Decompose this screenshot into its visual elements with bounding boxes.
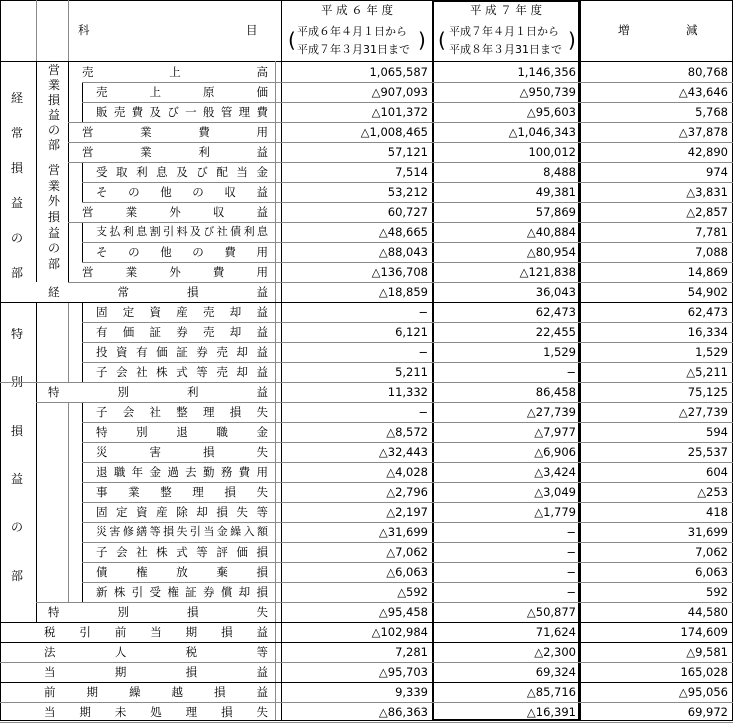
h-rule	[82, 82, 281, 83]
row-label: 災害修繕等損失引当金繰入額	[96, 525, 268, 538]
h-rule	[281, 602, 733, 603]
cell-diff: 594	[706, 425, 728, 439]
header-fy7-close-paren: )	[568, 28, 576, 52]
row-label: 退職年金過去勤務費用	[96, 465, 268, 479]
section-char: 部	[10, 568, 23, 583]
h-rule	[281, 522, 733, 523]
cell-fy6: 7,281	[395, 645, 428, 659]
row-label: 債 権 放 棄 損	[96, 565, 268, 579]
section-char: 損	[47, 92, 60, 107]
cell-diff: 604	[706, 465, 728, 479]
cell-fy7: △85,716	[526, 685, 576, 699]
section-eigyo-label	[40, 62, 68, 152]
row-label: 支払利息割引料及び社債利息	[96, 225, 268, 238]
h-rule	[68, 222, 281, 223]
section-char: 営	[47, 162, 60, 177]
cell-fy6: △4,028	[386, 465, 428, 479]
cell-fy7: −	[566, 525, 576, 539]
h-rule	[281, 562, 733, 563]
row-label: 営 業 利 益	[82, 145, 268, 159]
cell-fy6: △2,197	[386, 505, 428, 519]
header-fy6-open-paren: (	[288, 28, 296, 52]
cell-fy6: △6,063	[386, 565, 428, 579]
cell-fy7: △27,739	[526, 405, 576, 419]
cell-fy6: △102,984	[371, 625, 428, 639]
h-rule	[0, 662, 281, 663]
header-fy7-title: 平 成 ７ 年 度	[469, 3, 543, 17]
h-rule	[281, 502, 733, 503]
cell-fy6: △907,093	[371, 85, 428, 99]
section-char: 特	[10, 327, 23, 342]
cell-diff: 165,028	[680, 665, 728, 679]
row-label: 特 別 退 職 金	[96, 425, 268, 439]
cell-fy7: △16,391	[526, 705, 576, 719]
cell-fy6: −	[418, 345, 428, 359]
cell-fy6: −	[418, 305, 428, 319]
section-char: の	[47, 122, 60, 137]
header-diff-left: 増	[618, 23, 630, 37]
header-diff-right: 減	[686, 23, 698, 37]
h-rule	[281, 582, 733, 583]
cell-diff: 62,473	[687, 305, 728, 319]
cell-fy6: −	[418, 405, 428, 419]
cell-diff: 174,609	[680, 625, 728, 639]
h-rule	[0, 0, 733, 1]
h-rule	[82, 522, 281, 523]
section-char: 業	[47, 178, 60, 193]
header-fy6-close-paren: )	[418, 28, 426, 52]
h-rule	[68, 282, 281, 283]
cell-diff: 69,972	[687, 705, 728, 719]
h-rule	[36, 402, 281, 403]
cell-fy7: △3,424	[534, 465, 576, 479]
cell-fy6: 7,514	[395, 165, 428, 179]
h-rule	[281, 102, 733, 103]
h-rule	[281, 402, 733, 403]
cell-fy6: △86,363	[378, 705, 428, 719]
v-rule	[281, 0, 282, 720]
cell-diff: 75,125	[687, 385, 728, 399]
cell-fy6: △136,708	[371, 265, 428, 279]
cell-diff: △37,878	[678, 125, 728, 139]
h-rule	[281, 182, 733, 183]
section-char: 損	[10, 160, 23, 175]
row-label: 受取利息及び配当金	[96, 165, 268, 179]
cell-diff: 418	[706, 505, 728, 519]
row-label: 固定資産除却損失等	[96, 505, 268, 519]
cell-fy7: 100,012	[528, 145, 576, 159]
h-rule	[281, 142, 733, 143]
cell-fy6: 53,212	[387, 185, 428, 199]
cell-fy7: △7,977	[534, 425, 576, 439]
h-rule	[0, 622, 733, 623]
cell-diff: 7,781	[695, 225, 728, 239]
row-label: 営 業 費 用	[82, 125, 268, 139]
row-label: 有価証券売却益	[96, 325, 268, 339]
header-fy7-to: 平成８年３月31日まで	[449, 43, 562, 56]
cell-diff: 6,063	[695, 565, 728, 579]
row-label: 当期未処理損失	[44, 705, 268, 719]
header-fy6-title: 平 成 ６ 年 度	[320, 3, 394, 17]
h-rule	[281, 462, 733, 463]
h-rule	[281, 382, 733, 383]
h-rule	[82, 242, 281, 243]
cell-diff: 54,902	[687, 285, 728, 299]
row-label: 売 上 高	[82, 65, 268, 79]
row-label: 営 業 外 費 用	[82, 265, 268, 279]
cell-diff: △95,056	[678, 685, 728, 699]
section-char: 別	[10, 375, 23, 390]
h-rule	[82, 482, 281, 483]
cell-fy6: △32,443	[378, 445, 428, 459]
v-rule	[68, 402, 69, 602]
h-rule	[82, 562, 281, 563]
h-rule	[281, 262, 733, 263]
cell-fy7: △95,603	[526, 105, 576, 119]
section-char: 外	[47, 194, 60, 209]
header-kamoku-right: 目	[246, 23, 258, 37]
h-rule	[281, 122, 733, 123]
cell-fy6: △88,043	[378, 245, 428, 259]
section-char: 部	[10, 265, 23, 280]
h-rule	[0, 702, 281, 703]
h-rule	[82, 322, 281, 323]
section-char: 部	[47, 257, 60, 272]
h-rule	[82, 542, 281, 543]
cell-fy6: 5,211	[395, 365, 428, 379]
h-rule	[281, 202, 733, 203]
cell-fy7: △80,954	[526, 245, 576, 259]
section-eigyogai-label	[40, 162, 68, 272]
h-rule	[281, 442, 733, 443]
h-rule	[0, 382, 281, 383]
h-rule	[281, 242, 733, 243]
cell-fy7: △3,049	[534, 485, 576, 499]
cell-fy7: △2,300	[534, 645, 576, 659]
row-label: 特 別 損 失	[48, 605, 268, 619]
cell-fy7: 8,488	[543, 165, 576, 179]
h-rule	[82, 202, 281, 203]
cell-diff: △27,739	[678, 405, 728, 419]
row-label: 事 業 整 理 損 失	[96, 485, 268, 499]
row-label: 当 期 損 益	[44, 665, 268, 679]
cell-diff: 1,529	[695, 345, 728, 359]
h-rule	[0, 61, 733, 62]
cell-fy6: 6,121	[395, 325, 428, 339]
cell-diff: △9,581	[686, 645, 728, 659]
cell-fy6: △95,703	[378, 665, 428, 679]
h-rule	[281, 342, 733, 343]
cell-fy6: △1,008,465	[360, 125, 428, 139]
h-rule	[68, 122, 281, 123]
cell-fy6: △2,796	[386, 485, 428, 499]
h-rule	[281, 282, 733, 283]
row-label: 特 別 利 益	[48, 385, 268, 399]
section-char: 経	[10, 90, 23, 105]
cell-fy7: 86,458	[535, 385, 576, 399]
v-rule	[36, 302, 37, 622]
h-rule	[82, 342, 281, 343]
row-label: 子会社株式等評価損	[96, 545, 268, 559]
header-fy6-to: 平成７年３月31日まで	[297, 43, 410, 56]
cell-fy6: △18,859	[378, 285, 428, 299]
v-rule	[0, 0, 1, 720]
section-char: 営	[47, 62, 60, 77]
cell-diff: 7,088	[695, 245, 728, 259]
cell-fy6: 60,727	[387, 205, 428, 219]
cell-fy6: 11,332	[387, 385, 428, 399]
cell-fy7: 71,624	[535, 625, 576, 639]
section-char: 部	[47, 137, 60, 152]
section-char: 損	[10, 423, 23, 438]
cell-fy7: 62,473	[535, 305, 576, 319]
cell-diff: 31,699	[687, 525, 728, 539]
cell-diff: 44,580	[687, 605, 728, 619]
cell-diff: △5,211	[686, 365, 728, 379]
cell-fy7: △6,906	[534, 445, 576, 459]
v-rule	[432, 0, 434, 720]
section-char: の	[10, 230, 23, 245]
cell-fy6: △8,572	[386, 425, 428, 439]
section-tokubetsu-label	[2, 310, 32, 600]
row-label: 売 上 原 価	[96, 85, 268, 99]
cell-diff: 80,768	[687, 65, 728, 79]
h-rule	[281, 482, 733, 483]
h-rule	[281, 662, 733, 663]
h-rule	[68, 162, 281, 163]
section-char: 益	[47, 107, 60, 122]
cell-fy7: 57,869	[535, 205, 576, 219]
cell-diff: 7,062	[695, 545, 728, 559]
row-label: 税引前当期損益	[44, 625, 268, 639]
row-label: 子会社株式等売却益	[96, 365, 268, 379]
h-rule	[281, 322, 733, 323]
row-label: 子会社整理損失	[96, 405, 268, 419]
cell-fy7: −	[566, 365, 576, 379]
row-label: 固定資産売却益	[96, 305, 268, 319]
cell-diff: △2,857	[686, 205, 728, 219]
header-fy6-from: 平成６年４月１日から	[297, 25, 407, 38]
cell-diff: 25,537	[687, 445, 728, 459]
h-rule	[281, 362, 733, 363]
cell-fy6: △95,458	[378, 605, 428, 619]
header-fy7-from: 平成７年４月１日から	[449, 25, 559, 38]
cell-fy7: 49,381	[535, 185, 576, 199]
h-rule	[281, 542, 733, 543]
cell-fy7: △1,046,343	[508, 125, 576, 139]
h-rule	[281, 222, 733, 223]
cell-diff: 5,768	[695, 105, 728, 119]
row-label: 災 害 損 失	[96, 445, 268, 459]
h-rule	[82, 422, 281, 423]
v-rule	[36, 0, 37, 61]
h-rule	[36, 602, 281, 603]
v-rule	[580, 0, 581, 720]
cell-fy6: 57,121	[387, 145, 428, 159]
cell-fy6: △592	[397, 585, 428, 599]
row-label: 販売費及び一般管理費	[96, 105, 268, 119]
cell-diff: 14,869	[687, 265, 728, 279]
cell-diff: 592	[706, 585, 728, 599]
cell-diff: △253	[697, 485, 728, 499]
header-fy7-open-paren: (	[438, 28, 446, 52]
section-char: 益	[10, 195, 23, 210]
h-rule	[0, 642, 733, 643]
section-char: 益	[47, 225, 60, 240]
h-rule	[281, 422, 733, 423]
cell-diff: △3,831	[686, 185, 728, 199]
cell-fy7: −	[566, 545, 576, 559]
h-rule	[281, 162, 733, 163]
v-rule	[36, 61, 37, 282]
cell-fy7: △121,838	[519, 265, 576, 279]
cell-diff: 16,334	[687, 325, 728, 339]
h-rule	[82, 582, 281, 583]
row-label: 経 常 損 益	[48, 285, 268, 299]
row-label: 法 人 税 等	[44, 645, 268, 659]
cell-fy7: △950,739	[519, 85, 576, 99]
section-keijo-label	[2, 80, 32, 290]
cell-fy6: △31,699	[378, 525, 428, 539]
cell-diff: 42,890	[687, 145, 728, 159]
v-rule	[68, 61, 69, 282]
h-rule	[0, 682, 733, 683]
section-char: の	[47, 241, 60, 256]
row-label: 投資有価証券売却益	[96, 345, 268, 359]
cell-fy7: 1,529	[543, 345, 576, 359]
h-rule	[82, 102, 281, 103]
h-rule	[82, 462, 281, 463]
section-char: 益	[10, 472, 23, 487]
row-label: 新株引受権証券償却損	[96, 585, 268, 599]
header-kamoku-left: 科	[78, 23, 90, 37]
h-rule	[432, 0, 580, 2]
cell-diff: △43,646	[678, 85, 728, 99]
row-label: そ の 他 の 収 益	[96, 185, 268, 199]
cell-fy7: 36,043	[535, 285, 576, 299]
v-rule	[68, 302, 69, 382]
cell-fy6: △7,062	[386, 545, 428, 559]
cell-fy7: 69,324	[535, 665, 576, 679]
h-rule	[281, 702, 733, 703]
cell-fy6: 9,339	[395, 685, 428, 699]
cell-fy6: 1,065,587	[369, 65, 428, 79]
cell-fy7: △1,779	[534, 505, 576, 519]
h-rule	[82, 362, 281, 363]
section-char: 損	[47, 209, 60, 224]
h-rule	[82, 442, 281, 443]
cell-fy7: −	[566, 585, 576, 599]
row-label: 営 業 外 収 益	[82, 205, 268, 219]
cell-fy7: △50,877	[526, 605, 576, 619]
section-char: 業	[47, 77, 60, 92]
row-label: そ の 他 の 費 用	[96, 245, 268, 259]
cell-diff: 974	[706, 165, 728, 179]
cell-fy6: △101,372	[371, 105, 428, 119]
cell-fy7: 22,455	[535, 325, 576, 339]
v-rule	[68, 0, 69, 61]
cell-fy7: △40,884	[526, 225, 576, 239]
cell-fy7: −	[566, 565, 576, 579]
section-char: の	[10, 520, 23, 535]
section-char: 常	[10, 125, 23, 140]
row-label: 前期繰越損益	[44, 685, 268, 699]
h-rule	[0, 302, 733, 303]
h-rule	[82, 262, 281, 263]
h-rule	[68, 142, 281, 143]
h-rule	[82, 182, 281, 183]
v-rule	[578, 0, 580, 720]
h-rule	[281, 82, 733, 83]
h-rule	[82, 502, 281, 503]
cell-fy7: 1,146,356	[517, 65, 576, 79]
cell-fy6: △48,665	[378, 225, 428, 239]
